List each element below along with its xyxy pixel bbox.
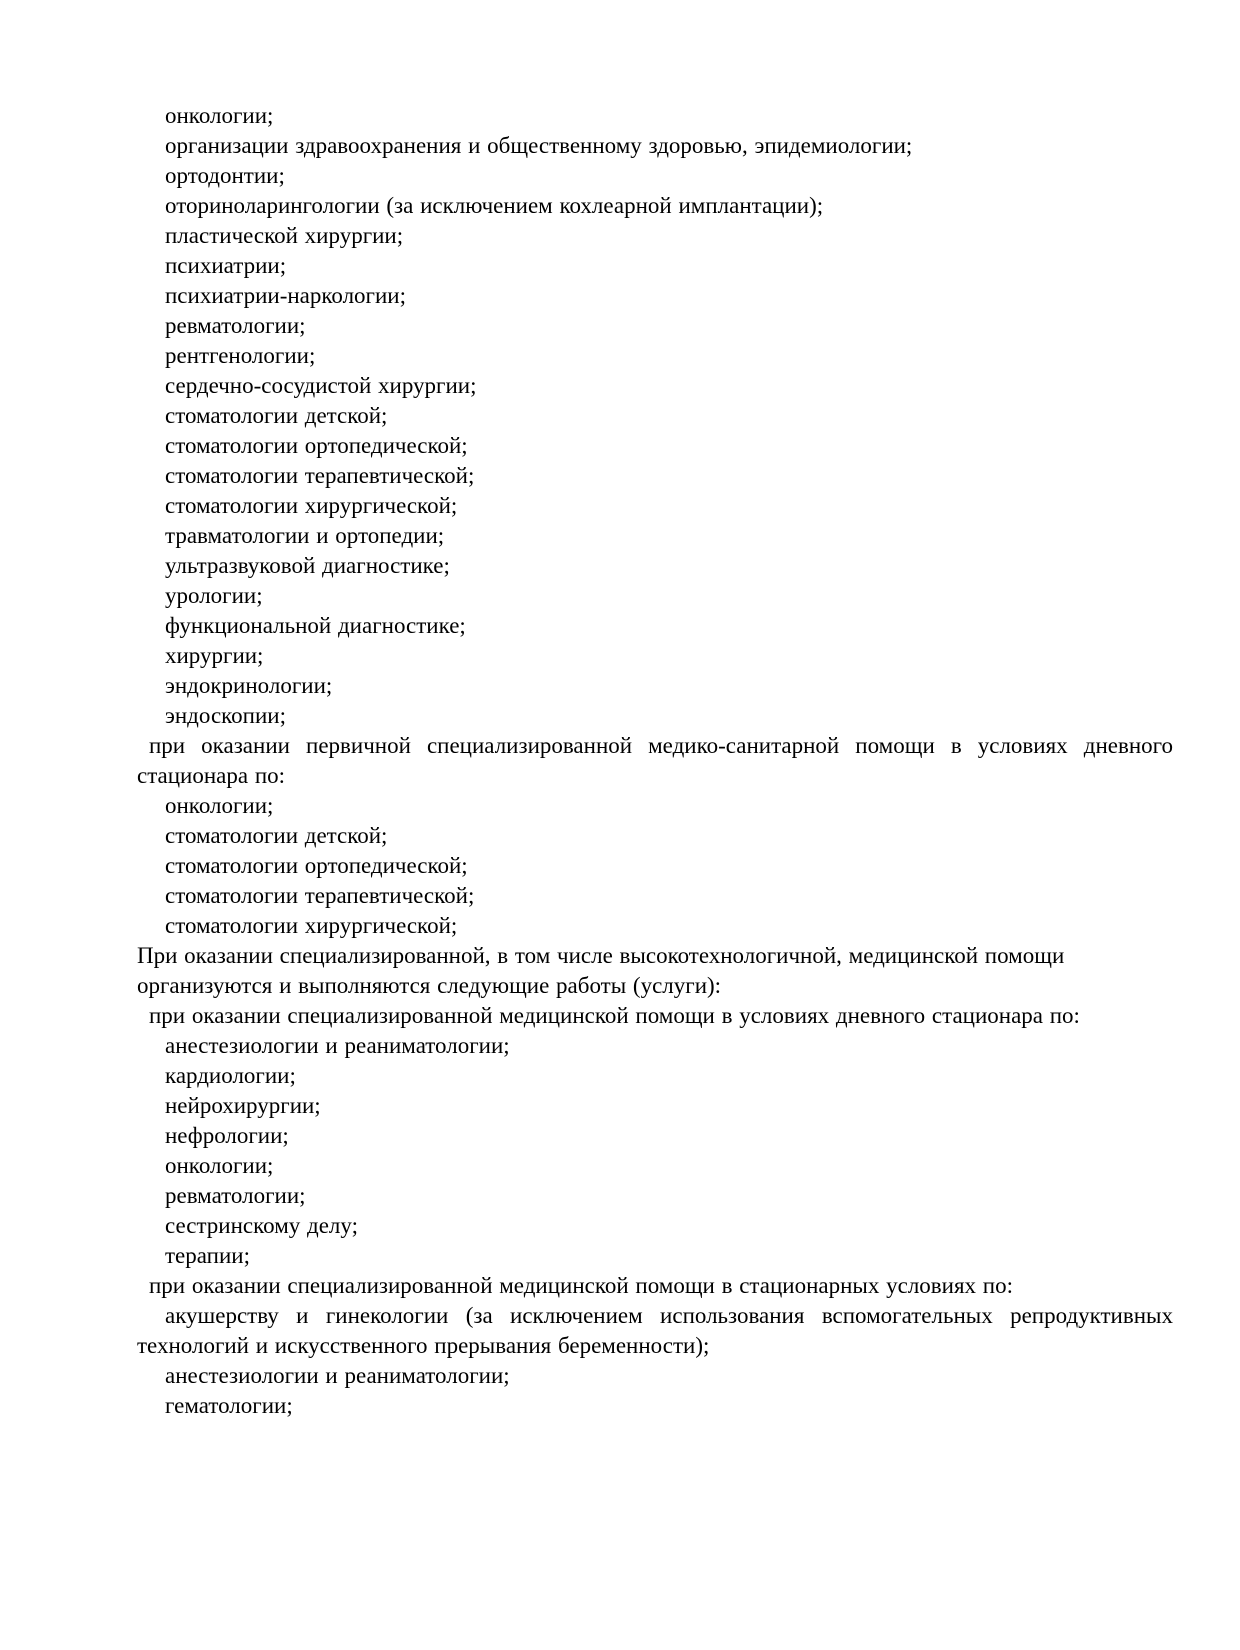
document-line: гематологии;: [165, 1393, 293, 1418]
document-line: психиатрии-наркологии;: [165, 283, 406, 308]
document-line: стационара по:: [137, 763, 286, 788]
document-line: организации здравоохранения и общественному здоровью, эпидемиологии;: [165, 133, 913, 158]
document-line: стоматологии детской;: [165, 823, 388, 848]
document-line: эндоскопии;: [165, 703, 286, 728]
document-line: стоматологии терапевтической;: [165, 463, 475, 488]
document-line: нейрохирургии;: [165, 1093, 321, 1118]
document-line: функциональной диагностике;: [165, 613, 466, 638]
document-line: стоматологии терапевтической;: [165, 883, 475, 908]
document-line: организуются и выполняются следующие работы (услуги):: [137, 973, 722, 998]
document-line: ортодонтии;: [165, 163, 285, 188]
document-line: травматологии и ортопедии;: [165, 523, 445, 548]
document-line: урологии;: [165, 583, 263, 608]
document-line: стоматологии ортопедической;: [165, 853, 468, 878]
document-line: акушерству и гинекологии (за исключением использования вспомогательных репродуктивных: [165, 1303, 1173, 1328]
document-line: стоматологии детской;: [165, 403, 388, 428]
document-line: онкологии;: [165, 793, 274, 818]
document-line: эндокринологии;: [165, 673, 333, 698]
document-line: сердечно-сосудистой хирургии;: [165, 373, 477, 398]
document-line: анестезиологии и реаниматологии;: [165, 1033, 510, 1058]
document-line: онкологии;: [165, 1153, 274, 1178]
document-line: рентгенологии;: [165, 343, 316, 368]
document-line: оториноларингологии (за исключением кохлеарной имплантации);: [165, 193, 824, 218]
document-line: стоматологии ортопедической;: [165, 433, 468, 458]
document-line: при оказании специализированной медицинской помощи в условиях дневного стационара по:: [149, 1003, 1080, 1028]
document-line: пластической хирургии;: [165, 223, 404, 248]
document-line: онкологии;: [165, 103, 274, 128]
document-line: психиатрии;: [165, 253, 287, 278]
document-line: терапии;: [165, 1243, 250, 1268]
document-line: нефрологии;: [165, 1123, 289, 1148]
document-line: ревматологии;: [165, 313, 306, 338]
document-line: сестринскому делу;: [165, 1213, 358, 1238]
document-line: При оказании специализированной, в том числе высокотехнологичной, медицинской помощи: [137, 943, 1065, 968]
document-line: хирургии;: [165, 643, 264, 668]
document-line: стоматологии хирургической;: [165, 913, 458, 938]
document-line: стоматологии хирургической;: [165, 493, 458, 518]
document-line: технологий и искусственного прерывания беременности);: [137, 1333, 710, 1358]
document-line: ревматологии;: [165, 1183, 306, 1208]
document-line: при оказании специализированной медицинской помощи в стационарных условиях по:: [149, 1273, 1013, 1298]
document-text: [137, 101, 1173, 1421]
document-line: ультразвуковой диагностике;: [165, 553, 450, 578]
document-line: анестезиологии и реаниматологии;: [165, 1363, 510, 1388]
document-line: при оказании первичной специализированной медико-санитарной помощи в условиях дневного: [149, 733, 1173, 758]
document-line: кардиологии;: [165, 1063, 296, 1088]
